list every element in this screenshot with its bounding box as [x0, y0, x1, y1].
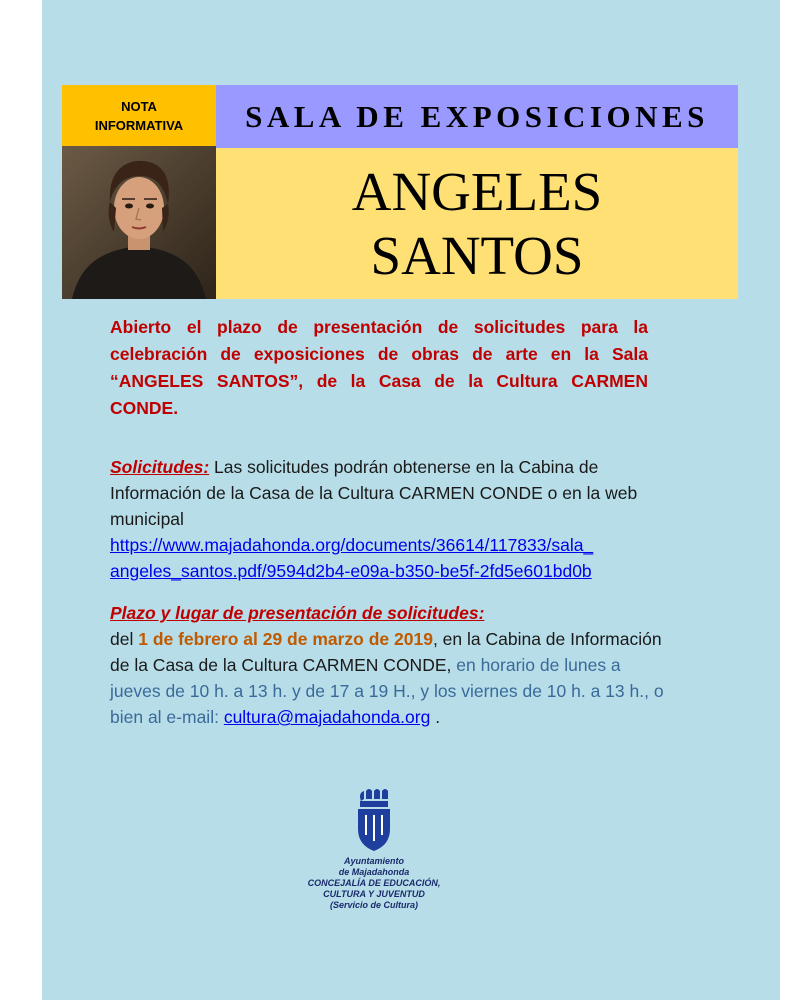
artist-name-line-2: SANTOS — [370, 224, 584, 286]
plazo-suffix: . — [430, 707, 441, 727]
angeles-santos-portrait — [62, 146, 216, 299]
footer-line-3: CONCEJALÍA DE EDUCACIÓN, — [307, 878, 441, 888]
majadahonda-coat-of-arms-icon — [352, 785, 396, 853]
plazo-dates: 1 de febrero al 29 de marzo de 2019 — [138, 629, 433, 649]
plazo-prefix: del — [110, 629, 139, 649]
artist-name-banner — [216, 148, 738, 299]
solicitudes-heading: Solicitudes: — [110, 457, 210, 477]
organization-footer — [274, 856, 474, 911]
nota-informativa-label — [62, 85, 216, 146]
link-line-1: https://www.majadahonda.org/documents/36614/117833/sala_ — [110, 535, 594, 555]
footer-line-2: de Majadahonda — [338, 867, 410, 877]
solicitudes-section — [110, 454, 670, 584]
footer-line-1: Ayuntamiento — [343, 856, 404, 866]
solicitudes-link[interactable] — [110, 535, 593, 581]
plazo-hours: en horario de lunes a jueves de 10 h. a 13 h. y de 17 a 19 H., y los viernes de 10 h. a 13 h., o bien al e-mail: — [110, 655, 664, 727]
plazo-location: , en la Cabina de Información de la Casa de la Cultura CARMEN CONDE, — [110, 629, 662, 675]
nota-line-1: NOTA — [121, 98, 157, 114]
sala-title: SALA DE EXPOSICIONES — [216, 85, 738, 148]
link-line-2: angeles_santos.pdf/9594d2b4-e09a-b350-be5f-2fd5e601bd0b — [110, 561, 592, 581]
footer-line-5: (Servicio de Cultura) — [329, 900, 419, 910]
plazo-section — [110, 600, 670, 730]
email-link[interactable]: cultura@majadahonda.org — [223, 707, 431, 727]
intro-paragraph: Abierto el plazo de presentación de solicitudes para la celebración de exposiciones de obras de arte en la Sala “ANGELES SANTOS”, de la Casa de la Cultura CARMEN CONDE. — [110, 317, 648, 418]
solicitudes-text: Las solicitudes podrán obtenerse en la Cabina de Información de la Casa de la Cultura CARMEN CONDE o en la web municipal — [110, 457, 638, 529]
footer-line-4: CULTURA Y JUVENTUD — [323, 889, 425, 899]
artist-name-line-1: ANGELES — [351, 160, 603, 222]
nota-line-2: INFORMATIVA — [94, 117, 184, 133]
plazo-heading: Plazo y lugar de presentación de solicitudes: — [110, 603, 485, 623]
